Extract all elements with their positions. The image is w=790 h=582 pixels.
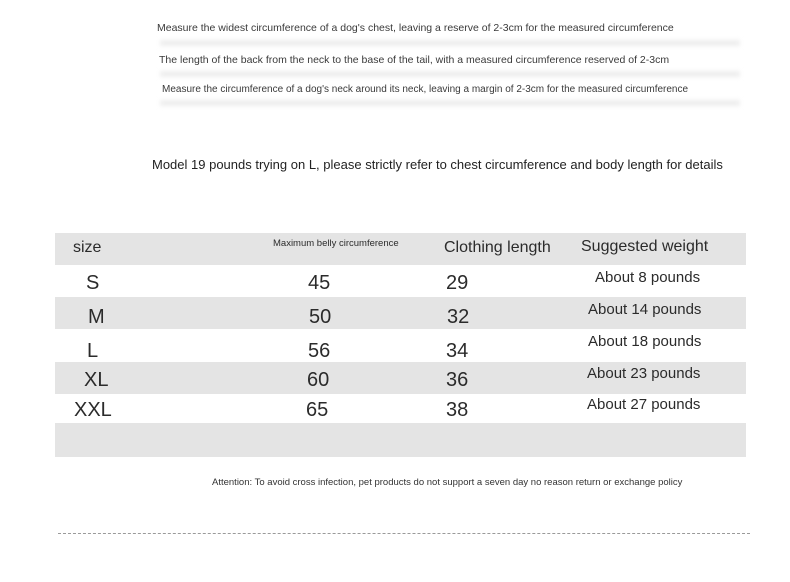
- table-row: [55, 394, 746, 426]
- decorative-smudge: [160, 71, 740, 77]
- table-row: [55, 266, 746, 298]
- length-cell: 29: [446, 272, 469, 294]
- length-cell: 36: [446, 369, 469, 391]
- table-header-row: [55, 233, 746, 265]
- decorative-smudge: [160, 40, 740, 46]
- header-clothing-length: Clothing length: [444, 239, 551, 256]
- size-cell: S: [86, 272, 100, 294]
- weight-cell: About 27 pounds: [587, 396, 701, 413]
- size-cell: L: [87, 340, 99, 362]
- header-size: size: [73, 239, 102, 256]
- note-chest-measurement: Measure the widest circumference of a dog's chest, leaving a reserve of 2-3cm for the measured circumference: [157, 22, 674, 34]
- table-row: [55, 330, 746, 362]
- note-neck-measurement: Measure the circumference of a dog's neck around its neck, leaving a margin of 2-3cm for the measured circumference: [162, 84, 689, 95]
- table-empty-row: [55, 423, 746, 457]
- weight-cell: About 18 pounds: [588, 333, 702, 350]
- decorative-smudge: [160, 100, 740, 106]
- header-suggested-weight: Suggested weight: [581, 238, 709, 255]
- belly-cell: 45: [308, 272, 331, 294]
- note-back-length: The length of the back from the neck to the base of the tail, with a measured circumference reserved of 2-3cm: [159, 54, 670, 66]
- weight-cell: About 23 pounds: [587, 365, 701, 382]
- weight-cell: About 8 pounds: [595, 269, 701, 286]
- length-cell: 38: [446, 399, 469, 421]
- length-cell: 32: [447, 306, 470, 328]
- length-cell: 34: [446, 340, 469, 362]
- table-row: [55, 362, 746, 394]
- header-belly-circumference: Maximum belly circumference: [273, 238, 399, 249]
- attention-notice: Attention: To avoid cross infection, pet products do not support a seven day no reason return or exchange policy: [212, 477, 683, 488]
- belly-cell: 50: [309, 306, 332, 328]
- belly-cell: 56: [308, 340, 331, 362]
- belly-cell: 65: [306, 399, 329, 421]
- size-cell: XL: [84, 369, 109, 391]
- model-note: Model 19 pounds trying on L, please strictly refer to chest circumference and body length for details: [152, 157, 723, 172]
- table-row: [55, 297, 746, 329]
- dashed-divider: [58, 533, 750, 534]
- weight-cell: About 14 pounds: [588, 301, 702, 318]
- size-cell: M: [88, 306, 105, 328]
- belly-cell: 60: [307, 369, 330, 391]
- size-cell: XXL: [74, 399, 112, 421]
